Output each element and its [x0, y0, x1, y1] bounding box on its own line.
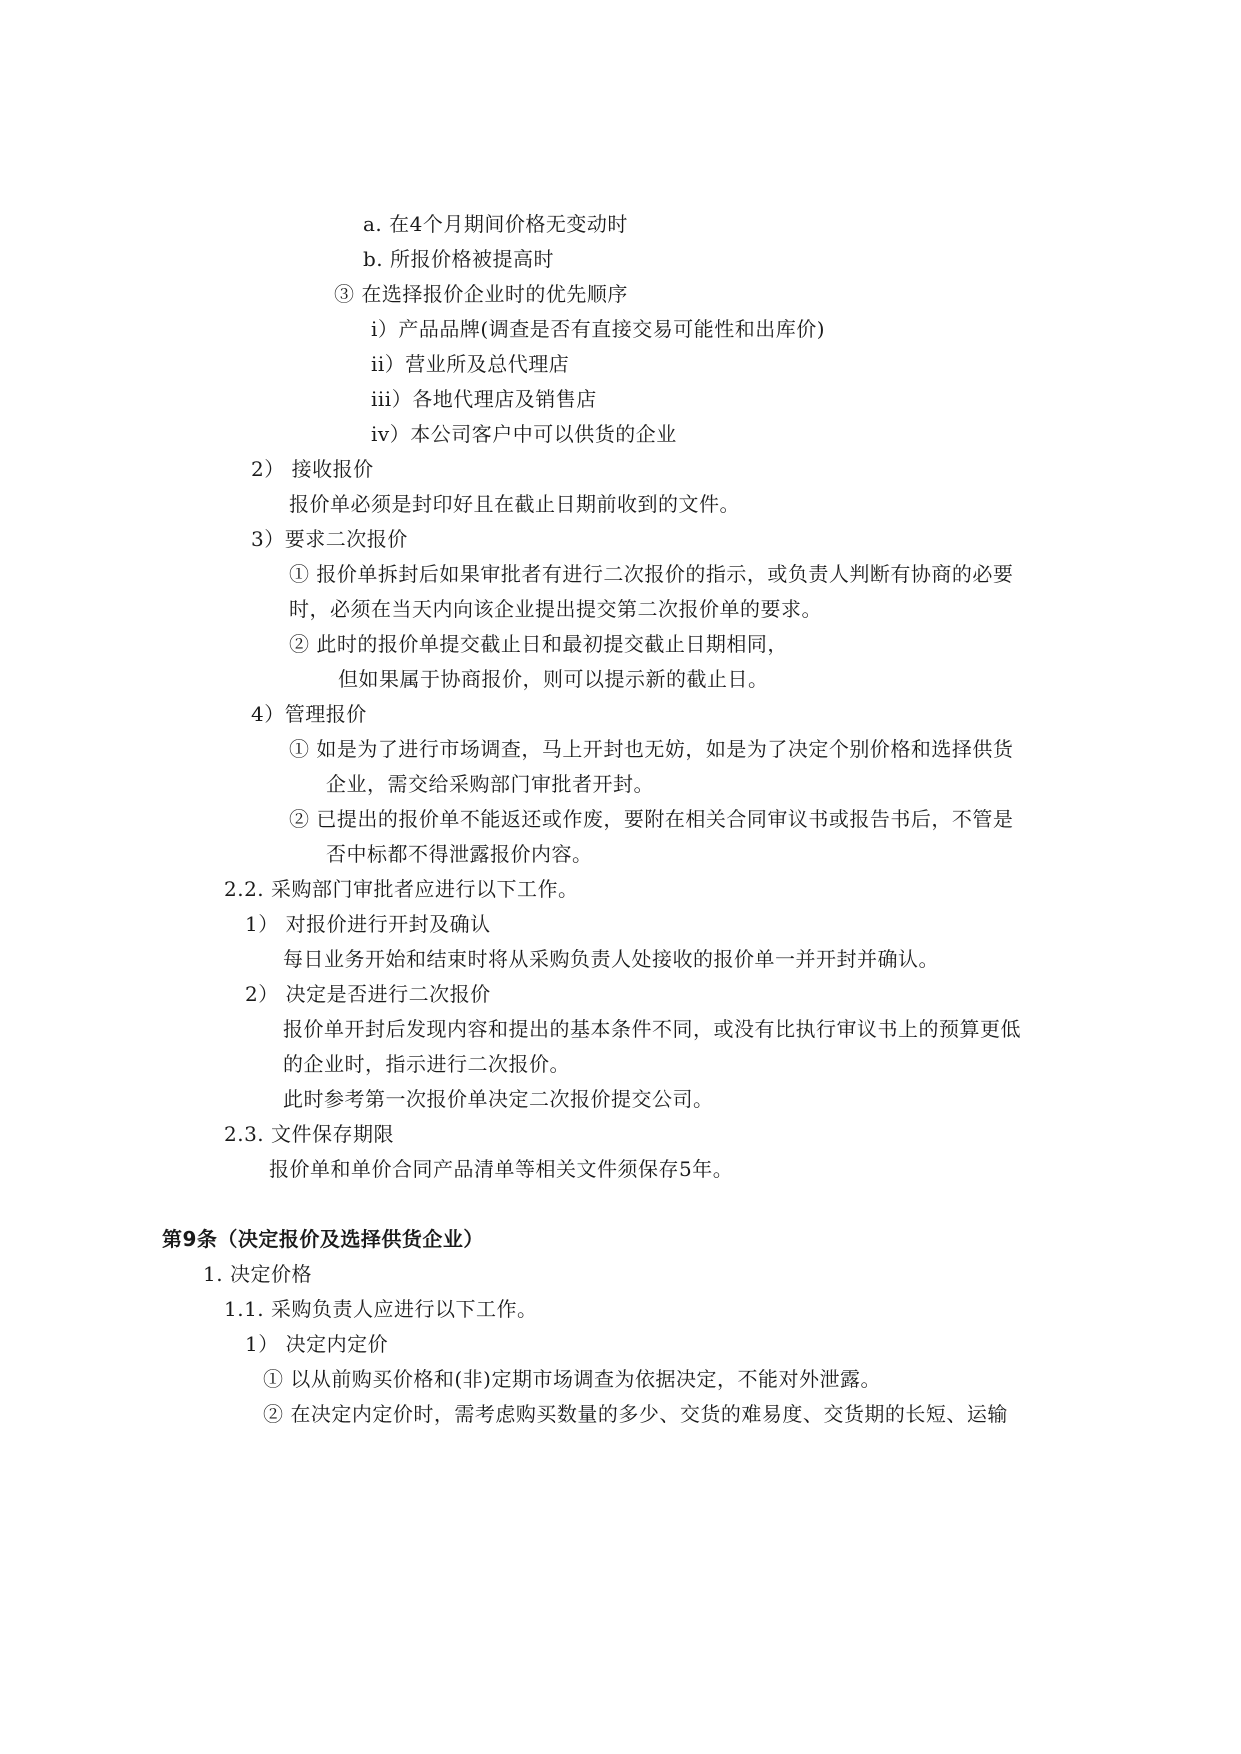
- list-item-iii: iii）各地代理店及销售店: [371, 387, 597, 411]
- paragraph: ① 以从前购买价格和(非)定期市场调查为依据决定，不能对外泄露。: [263, 1367, 881, 1391]
- list-item-ii: ii）营业所及总代理店: [371, 352, 570, 376]
- section-1-1: 1.1. 采购负责人应进行以下工作。: [224, 1297, 538, 1321]
- paragraph: 报价单必须是封印好且在截止日期前收到的文件。: [289, 492, 740, 516]
- section-1: 1. 决定价格: [203, 1262, 312, 1286]
- paragraph: ① 如是为了进行市场调查，马上开封也无妨，如是为了决定个别价格和选择供货: [289, 737, 1014, 761]
- list-item-i: i）产品品牌(调查是否有直接交易可能性和出库价): [371, 317, 826, 341]
- subheading-receive-quote: 2） 接收报价: [251, 457, 374, 481]
- paragraph: ② 已提出的报价单不能返还或作废，要附在相关合同审议书或报告书后，不管是: [289, 807, 1014, 831]
- subheading-second-quote: 3）要求二次报价: [251, 527, 408, 551]
- list-item-priority-order: ③ 在选择报价企业时的优先顺序: [334, 282, 628, 306]
- paragraph: ① 报价单拆封后如果审批者有进行二次报价的指示，或负责人判断有协商的必要: [289, 562, 1014, 586]
- paragraph: 报价单和单价合同产品清单等相关文件须保存5年。: [269, 1157, 734, 1181]
- section-2-2: 2.2. 采购部门审批者应进行以下工作。: [224, 877, 579, 901]
- paragraph: 的企业时，指示进行二次报价。: [283, 1052, 570, 1076]
- paragraph: 时，必须在当天内向该企业提出提交第二次报价单的要求。: [289, 597, 822, 621]
- paragraph: ② 在决定内定价时，需考虑购买数量的多少、交货的难易度、交货期的长短、运输: [263, 1402, 1008, 1426]
- paragraph: 否中标都不得泄露报价内容。: [326, 842, 593, 866]
- list-item-iv: iv）本公司客户中可以供货的企业: [371, 422, 677, 446]
- paragraph: 此时参考第一次报价单决定二次报价提交公司。: [283, 1087, 714, 1111]
- subheading-manage-quote: 4）管理报价: [251, 702, 367, 726]
- subheading-internal-price: 1） 决定内定价: [245, 1332, 389, 1356]
- paragraph: 但如果属于协商报价，则可以提示新的截止日。: [338, 667, 769, 691]
- subheading-open-confirm: 1） 对报价进行开封及确认: [245, 912, 491, 936]
- paragraph: 报价单开封后发现内容和提出的基本条件不同，或没有比执行审议书上的预算更低: [283, 1017, 1021, 1041]
- section-2-3: 2.3. 文件保存期限: [224, 1122, 395, 1146]
- article-9-heading: 第9条（决定报价及选择供货企业）: [162, 1227, 484, 1251]
- list-item-b: b. 所报价格被提高时: [363, 247, 555, 271]
- subheading-decide-second-quote: 2） 决定是否进行二次报价: [245, 982, 491, 1006]
- list-item-a: a. 在4个月期间价格无变动时: [363, 212, 628, 236]
- paragraph: ② 此时的报价单提交截止日和最初提交截止日期相同，: [289, 632, 788, 656]
- paragraph: 企业，需交给采购部门审批者开封。: [326, 772, 654, 796]
- paragraph: 每日业务开始和结束时将从采购负责人处接收的报价单一并开封并确认。: [283, 947, 939, 971]
